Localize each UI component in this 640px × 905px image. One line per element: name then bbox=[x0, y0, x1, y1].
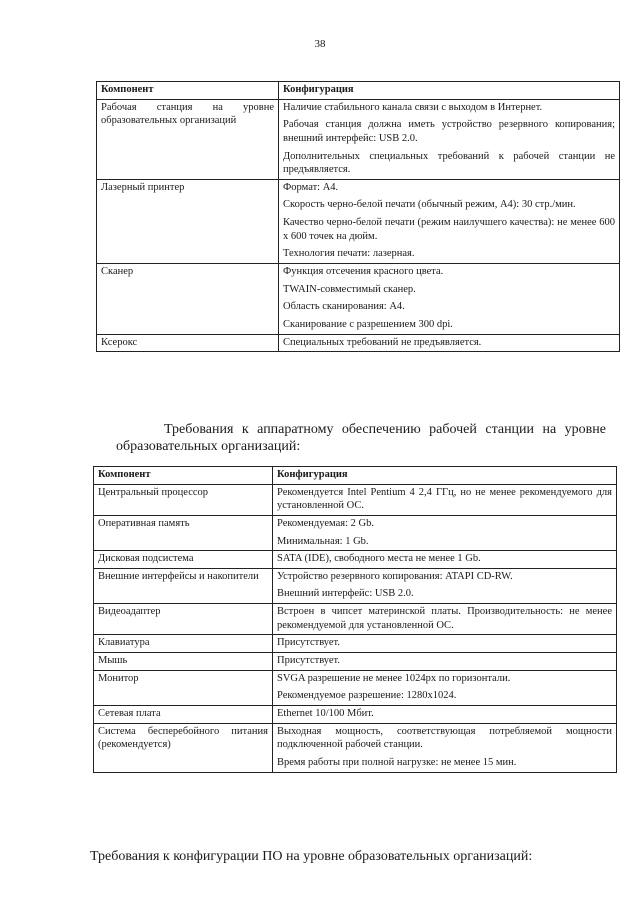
column-header-component: Компонент bbox=[94, 467, 273, 485]
config-line: Время работы при полной нагрузке: не менее 15 мин. bbox=[277, 756, 517, 768]
config-cell bbox=[279, 264, 620, 335]
config-line: Рабочая станция должна иметь устройство резервного копирования; внешний интерфейс: USB 2.0. bbox=[283, 119, 615, 144]
config-line: Область сканирования: А4. bbox=[283, 301, 405, 313]
component-cell: Центральный процессор bbox=[94, 484, 273, 515]
component-cell: Рабочая станция на уровне образовательных организаций bbox=[97, 99, 279, 179]
config-cell bbox=[273, 670, 617, 705]
table-row bbox=[94, 635, 617, 653]
config-line: Формат: А4. bbox=[283, 181, 339, 193]
table-row bbox=[94, 551, 617, 569]
config-line: Функция отсечения красного цвета. bbox=[283, 266, 444, 278]
component-cell: Дисковая подсистема bbox=[94, 551, 273, 569]
config-line: Технология печати: лазерная. bbox=[283, 248, 415, 260]
config-line: Дополнительных специальных требований к рабочей станции не предъявляется. bbox=[283, 150, 615, 176]
config-line: Сканирование с разрешением 300 dpi. bbox=[283, 318, 453, 330]
config-cell bbox=[273, 705, 617, 723]
config-cell bbox=[279, 179, 620, 263]
config-cell bbox=[273, 604, 617, 635]
table-row bbox=[94, 604, 617, 635]
config-cell bbox=[279, 334, 620, 352]
component-cell: Сетевая плата bbox=[94, 705, 273, 723]
config-cell bbox=[273, 653, 617, 671]
config-cell bbox=[273, 515, 617, 550]
table-row bbox=[94, 670, 617, 705]
table-row bbox=[97, 99, 620, 179]
hardware-table-2 bbox=[93, 466, 617, 773]
component-cell: Оперативная память bbox=[94, 515, 273, 550]
config-line: SATA (IDE), свободного места не менее 1 Gb. bbox=[277, 553, 481, 565]
table-header-row bbox=[94, 467, 617, 485]
column-header-component: Компонент bbox=[97, 82, 279, 100]
component-cell: Видеоадаптер bbox=[94, 604, 273, 635]
table-row bbox=[97, 264, 620, 335]
config-line: Рекомендуется Intel Pentium 4 2,4 ГГц, но не менее рекомендуемого для установленной ОС. bbox=[277, 486, 612, 512]
component-cell: Клавиатура bbox=[94, 635, 273, 653]
config-line: Присутствует. bbox=[277, 655, 340, 667]
config-line: Присутствует. bbox=[277, 637, 340, 649]
table-header-row bbox=[97, 82, 620, 100]
config-cell bbox=[279, 99, 620, 179]
paragraph-software: Требования к конфигурации ПО на уровне образовательных организаций: bbox=[90, 849, 533, 864]
config-line: Встроен в чипсет материнской платы. Производительность: не менее рекомендуемой для установленной ОС. bbox=[277, 606, 612, 631]
hardware-table-1 bbox=[96, 81, 620, 352]
table-row bbox=[94, 653, 617, 671]
column-header-config: Конфигурация bbox=[279, 82, 620, 100]
component-cell: Сканер bbox=[97, 264, 279, 335]
component-cell: Монитор bbox=[94, 670, 273, 705]
config-line: Специальных требований не предъявляется. bbox=[283, 336, 482, 348]
table-row bbox=[94, 568, 617, 603]
table-row bbox=[94, 723, 617, 772]
page-number: 38 bbox=[314, 38, 326, 50]
config-line: Качество черно-белой печати (режим наилучшего качества): не менее 600 х 600 точек на дюйм. bbox=[283, 217, 615, 242]
config-line: Устройство резервного копирования: ATAPI CD-RW. bbox=[277, 570, 513, 582]
column-header-config: Конфигурация bbox=[273, 467, 617, 485]
config-line: Рекомендуемое разрешение: 1280x1024. bbox=[277, 690, 457, 702]
config-line: TWAIN-совместимый сканер. bbox=[283, 283, 416, 295]
paragraph-intro: Требования к аппаратному обеспечению рабочей станции на уровне образовательных организаций: bbox=[116, 422, 606, 454]
config-cell bbox=[273, 723, 617, 772]
table-body bbox=[97, 99, 620, 352]
config-cell bbox=[273, 635, 617, 653]
config-cell bbox=[273, 568, 617, 603]
config-line: Минимальная: 1 Gb. bbox=[277, 535, 369, 547]
config-line: Выходная мощность, соответствующая потребляемой мощности подключенной рабочей станции. bbox=[277, 725, 612, 751]
component-cell: Система бесперебойного питания (рекомендуется) bbox=[94, 723, 273, 772]
config-line: Ethernet 10/100 Мбит. bbox=[277, 707, 374, 719]
table-row bbox=[94, 484, 617, 515]
config-line: SVGA разрешение не менее 1024px по горизонтали. bbox=[277, 672, 511, 684]
config-line: Наличие стабильного канала связи с выходом в Интернет. bbox=[283, 101, 543, 113]
config-cell bbox=[273, 484, 617, 515]
table-body bbox=[94, 484, 617, 772]
table-row bbox=[94, 705, 617, 723]
config-line: Внешний интерфейс: USB 2.0. bbox=[277, 588, 414, 600]
table-row bbox=[94, 515, 617, 550]
component-cell: Внешние интерфейсы и накопители bbox=[94, 568, 273, 603]
config-line: Рекомендуемая: 2 Gb. bbox=[277, 517, 374, 529]
component-cell: Лазерный принтер bbox=[97, 179, 279, 263]
table-row bbox=[97, 334, 620, 352]
component-cell: Ксерокс bbox=[97, 334, 279, 352]
config-line: Скорость черно-белой печати (обычный режим, А4): 30 стр./мин. bbox=[283, 199, 576, 211]
component-cell: Мышь bbox=[94, 653, 273, 671]
table-row bbox=[97, 179, 620, 263]
config-cell bbox=[273, 551, 617, 569]
